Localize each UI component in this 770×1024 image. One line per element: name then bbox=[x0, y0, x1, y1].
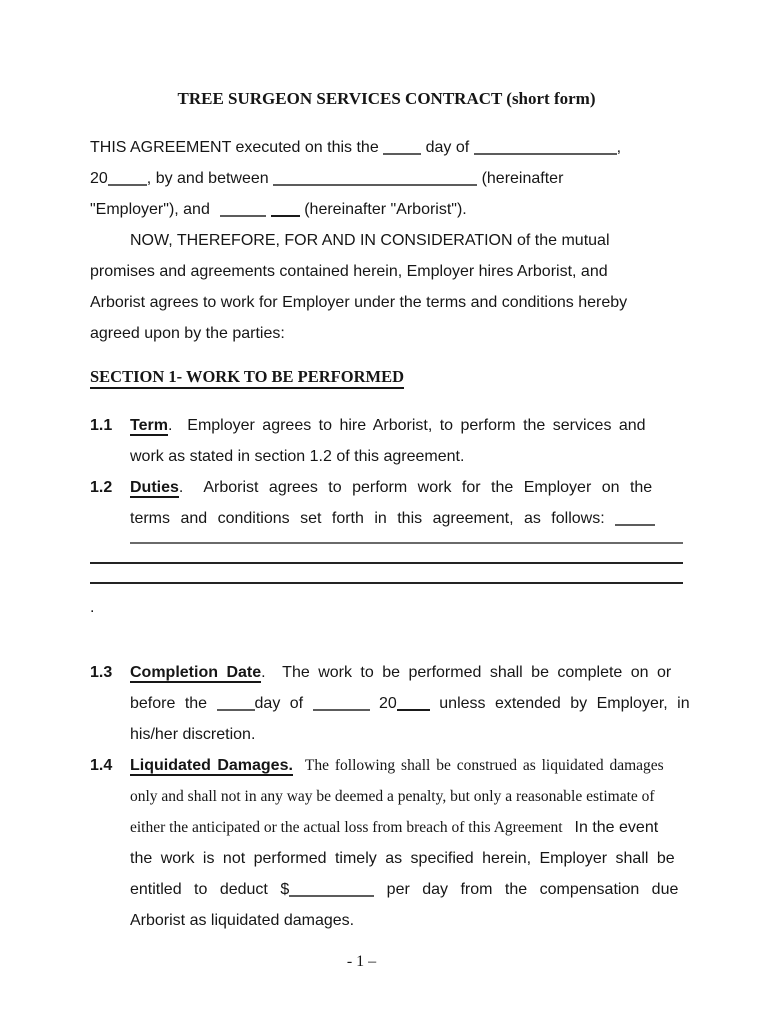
clause-1-2-line-2 bbox=[130, 503, 683, 534]
clause-1-3 bbox=[90, 657, 690, 750]
intro-text: (hereinafter bbox=[481, 170, 564, 187]
page-number: - 1 – bbox=[346, 953, 377, 970]
duties-blank-line-3 bbox=[90, 582, 683, 584]
clause-1-4-line-2 bbox=[130, 781, 683, 812]
clause-1-3-line-1 bbox=[130, 657, 683, 688]
clause-1-2 bbox=[90, 472, 683, 534]
clause-text: . The work to be performed shall be complete on or bbox=[261, 664, 672, 681]
clause-text: In the event bbox=[574, 819, 659, 836]
intro-line-1 bbox=[90, 132, 683, 163]
preamble-line-3: Arborist agrees to work for Employer under the terms and conditions hereby bbox=[90, 294, 628, 311]
preamble-line-4: agreed upon by the parties: bbox=[90, 325, 285, 342]
clause-text: . Arborist agrees to perform work for the Employer on the bbox=[178, 479, 653, 496]
intro-text: 20 bbox=[90, 170, 108, 187]
blank-employer-name bbox=[273, 183, 477, 186]
clause-number: 1.1 bbox=[90, 417, 113, 434]
clause-text: terms and conditions set forth in this agreement, as follows: bbox=[130, 510, 605, 527]
intro-text: "Employer"), and bbox=[90, 201, 210, 218]
clause-1-1 bbox=[90, 410, 683, 472]
clause-text: day of bbox=[254, 695, 304, 712]
section-1-heading-text: SECTION 1- WORK TO BE PERFORMED bbox=[90, 367, 404, 389]
blank-month bbox=[474, 152, 617, 155]
clause-number: 1.2 bbox=[90, 479, 113, 496]
clause-text-serif: only and shall not in any way be deemed a penalty, but only a reasonable estimate of bbox=[130, 788, 655, 805]
document-title: TREE SURGEON SERVICES CONTRACT (short form) bbox=[177, 89, 596, 108]
clause-1-4-title: Liquidated Damages. bbox=[130, 757, 293, 774]
clause-1-4-line-5 bbox=[130, 874, 683, 905]
clause-number: 1.4 bbox=[90, 757, 113, 774]
clause-1-4-line-4: the work is not performed timely as specified herein, Employer shall be bbox=[130, 850, 675, 867]
section-1-heading bbox=[90, 361, 683, 393]
preamble-paragraph bbox=[90, 225, 683, 349]
intro-text: (hereinafter "Arborist"). bbox=[304, 201, 467, 218]
clause-text: . Employer agrees to hire Arborist, to perform the services and bbox=[167, 417, 646, 434]
intro-text: day of bbox=[425, 139, 470, 156]
clause-1-4 bbox=[90, 750, 683, 936]
blank-day-number bbox=[383, 152, 421, 155]
intro-text: , bbox=[616, 139, 622, 156]
clause-1-2-line-1 bbox=[130, 472, 683, 503]
clause-1-4-line-6: Arborist as liquidated damages. bbox=[130, 912, 355, 929]
clause-text: entitled to deduct $ bbox=[130, 881, 290, 898]
clause-text: unless extended by Employer, in bbox=[439, 695, 690, 712]
blank-arborist-name-1 bbox=[220, 214, 266, 217]
blank-completion-month bbox=[313, 708, 370, 711]
clause-text: before the bbox=[130, 695, 208, 712]
intro-paragraph bbox=[90, 132, 683, 225]
clause-1-4-line-1 bbox=[130, 750, 683, 781]
stray-period: . bbox=[90, 599, 95, 616]
clause-text-serif: The following shall be construed as liquidated damages bbox=[304, 757, 664, 774]
duties-blank-line-1 bbox=[130, 542, 683, 544]
blank-arborist-name-2 bbox=[271, 214, 300, 217]
blank-completion-year bbox=[397, 708, 430, 711]
clause-number: 1.3 bbox=[90, 664, 113, 681]
intro-text: THIS AGREEMENT executed on this the bbox=[90, 139, 379, 156]
clause-1-2-title: Duties bbox=[130, 479, 179, 496]
clause-text: 20 bbox=[379, 695, 397, 712]
blank-deduction-amount bbox=[289, 894, 374, 897]
clause-text-serif: either the anticipated or the actual loss from breach of this Agreement bbox=[130, 819, 563, 836]
blank-year bbox=[108, 183, 147, 186]
clause-1-1-line-2: work as stated in section 1.2 of this agreement. bbox=[130, 448, 465, 465]
intro-line-2 bbox=[90, 163, 683, 194]
blank-duties-start bbox=[615, 523, 655, 526]
intro-line-3 bbox=[90, 194, 683, 225]
clause-1-1-line-1 bbox=[130, 410, 683, 441]
intro-text: , by and between bbox=[146, 170, 269, 187]
duties-blank-line-2 bbox=[90, 562, 683, 564]
preamble-line-2: promises and agreements contained herein, Employer hires Arborist, and bbox=[90, 263, 608, 280]
clause-1-4-line-3 bbox=[130, 812, 683, 843]
clause-1-3-line-2 bbox=[130, 688, 690, 719]
clause-1-3-title: Completion Date bbox=[130, 664, 262, 681]
clause-text: per day from the compensation due bbox=[386, 881, 679, 898]
blank-completion-day bbox=[217, 708, 255, 711]
clause-1-3-line-3: his/her discretion. bbox=[130, 726, 256, 743]
preamble-line-1: NOW, THEREFORE, FOR AND IN CONSIDERATION of the mutual bbox=[130, 232, 610, 249]
clause-1-1-title: Term bbox=[130, 417, 168, 434]
